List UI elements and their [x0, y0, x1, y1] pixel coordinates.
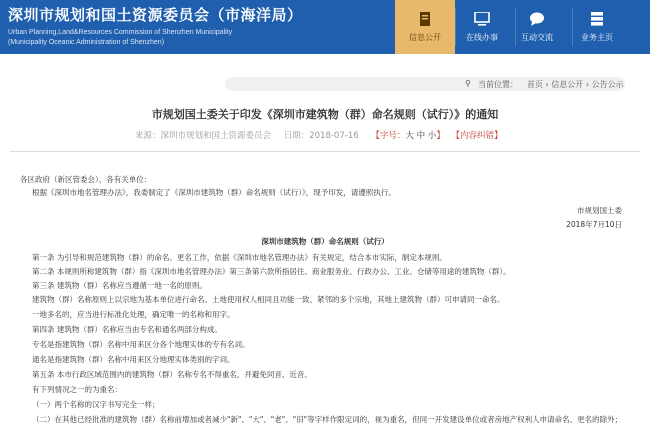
font-size-small-link[interactable]: 小 — [427, 131, 437, 141]
nav-label: 在线办事 — [466, 33, 498, 42]
paragraph: 第三条 建筑物（群）名称应当遵循一地一名的原则。 — [32, 281, 207, 290]
paragraph: 根据《深圳市地名管理办法》，我委制定了《深圳市建筑物（群）命名规则（试行）》，现予印发，请遵照执行。 — [32, 188, 396, 197]
paragraph: 第四条 建筑物（群）名称应当由专名和通名两部分构成。 — [32, 325, 222, 334]
fontsize-end: 】 — [436, 131, 445, 141]
site-header — [0, 0, 650, 54]
nav-label: 业务主页 — [581, 33, 613, 42]
document-icon — [416, 12, 434, 26]
article-source: 来源：深圳市规划和国土资源委员会 — [135, 131, 272, 141]
paragraph: 专名是指建筑物（群）名称中用来区分各个地理实体的专有名词。 — [32, 340, 250, 349]
font-size-medium-link[interactable]: 中 — [416, 131, 426, 141]
content-correction-link[interactable]: 【内容纠错】 — [451, 131, 503, 141]
rules-title: 深圳市建筑物（群）命名规则（试行） — [261, 237, 389, 246]
nav-item-interaction[interactable] — [507, 0, 567, 54]
paragraph: 通名是指建筑物（群）名称中用来区分地理实体类别的字词。 — [32, 355, 235, 364]
breadcrumb-label: 当前位置： — [478, 80, 518, 89]
location-pin-icon: ⚲ — [465, 79, 471, 88]
site-subtitle-en: Urban Planning,Land&Resources Commission of Shenzhen Municipality — [8, 29, 233, 36]
paragraph: 各区政府（新区管委会）、各有关单位： — [20, 175, 152, 184]
paragraph: 第二条 本规则所称建筑物（群）指《深圳市地名管理办法》第三条第六款所指居住、商业服务业、行政办公、工业、仓储等用途的建筑物（群）。 — [32, 267, 511, 276]
nav-item-business-home[interactable] — [567, 0, 627, 54]
site-title: 深圳市规划和国土资源委员会（市海洋局） — [8, 6, 303, 24]
nav-label: 互动交流 — [521, 33, 553, 42]
article-title: 市规划国土委关于印发《深圳市建筑物（群）命名规则（试行）》的通知 — [151, 108, 499, 121]
paragraph: 第五条 本市行政区域范围内的建筑物（群）名称专名不得重名，并避免同音、近音。 — [32, 370, 312, 379]
date-label: 日期： — [283, 131, 310, 141]
breadcrumb — [225, 77, 625, 91]
breadcrumb-trail[interactable]: 首页 › 信息公开 › 公告公示 — [527, 80, 624, 89]
nav-item-online-service[interactable] — [452, 0, 512, 54]
paragraph: 建筑物（群）名称原则上以宗地为基本单位进行命名。土地使用权人相同且功能一致、紧邻的多个宗地，其地上建筑物（群）可申请同一命名。 — [32, 295, 505, 304]
signature-org: 市规划国土委 — [577, 206, 622, 215]
monitor-icon — [473, 12, 491, 26]
paragraph: 一地多名的，应当进行标准化处理，确定唯一的名称和用字。 — [32, 310, 235, 319]
paragraph: 有下列情况之一的为重名： — [32, 385, 122, 394]
nav-item-info-public[interactable] — [395, 0, 455, 54]
article-meta — [135, 129, 503, 141]
nav-label: 信息公开 — [409, 33, 441, 42]
article-date: 2018-07-16 — [309, 131, 359, 141]
font-size-large-link[interactable]: 大 — [405, 131, 414, 141]
signature-date: 2018年7月10日 — [566, 220, 622, 229]
paragraph: （二）在其他已经批准的建筑物（群）名称前增加或者减少"新"、"大"、"老"、"旧"等字样作限定词的，视为重名，但同一开发建设单位或者房地产权利人申请命名、更名的除外； — [32, 415, 623, 424]
site-subtitle-en-2: (Municipality Oceanic Administration of Shenzhen) — [8, 39, 165, 46]
paragraph: 第一条 为引导和规范建筑物（群）的命名、更名工作，依据《深圳市地名管理办法》有关规定，结合本市实际，制定本规则。 — [32, 253, 447, 262]
fontsize-label: 【字号： — [371, 131, 406, 141]
server-icon — [588, 12, 606, 26]
chat-icon — [528, 12, 546, 26]
paragraph: （一）两个名称的汉字书写完全一样； — [32, 400, 160, 409]
divider — [10, 151, 640, 152]
